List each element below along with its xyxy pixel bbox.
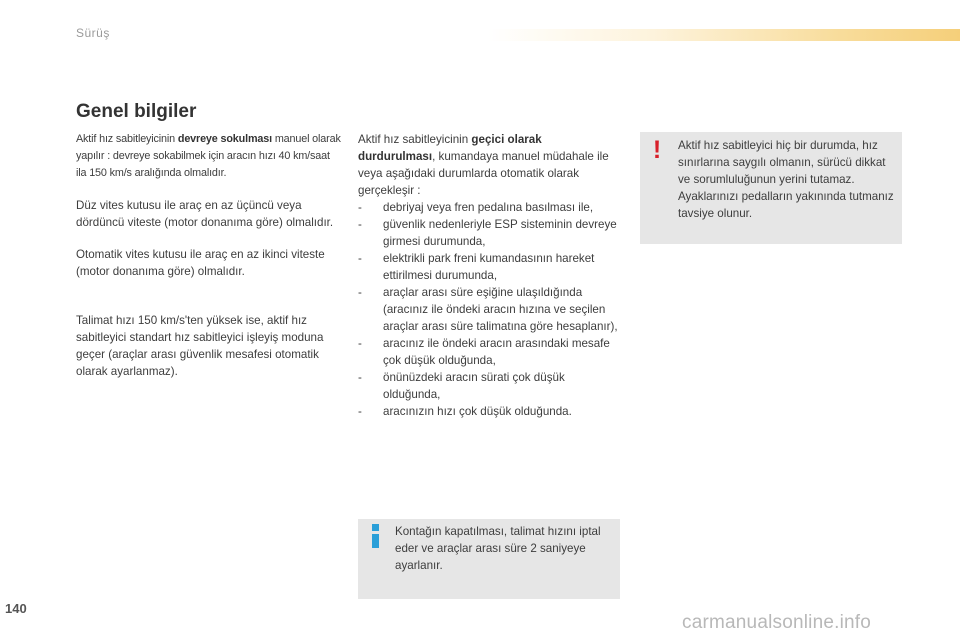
suspension-intro-start: Aktif hız sabitleyicinin <box>358 133 472 146</box>
dash-bullet: - <box>358 371 362 384</box>
suspension-intro-bold: geçici olarak durdurulması <box>358 133 542 163</box>
activation-text-end: manuel olarak yapılır : devreye sokabilmek için aracın hızı 40 km/saat ila 150 km/s aralığında olmalıdır. <box>76 133 341 179</box>
speed-limit-paragraph: Talimat hızı 150 km/s'ten yüksek ise, aktif hız sabitleyici standart hız sabitleyici işleyiş moduna geçer (araçlar arası güvenlik mesafesi otomatik olarak ayarlanmaz). <box>76 314 324 378</box>
list-item <box>358 403 620 420</box>
suspension-intro-end: , kumandaya manuel müdahale ile veya aşağıdaki durumlarda otomatik olarak gerçekleşir : <box>358 150 609 197</box>
list-item-text: önünüzdeki aracın sürati çok düşük olduğunda, <box>383 371 565 401</box>
dash-bullet: - <box>358 405 362 418</box>
manual-gearbox-paragraph: Düz vites kutusu ile araç en az üçüncü veya dördüncü viteste (motor donanıma göre) olmalıdır. <box>76 199 334 229</box>
warning-text <box>678 137 896 222</box>
list-item-text: araçlar arası süre eşiğine ulaşıldığında (aracınız ile öndeki aracın hızına ve seçilen araçlar arası süre talimatına göre hesaplanır), <box>383 286 618 333</box>
activation-paragraph <box>76 131 342 182</box>
suspension-intro <box>358 131 620 199</box>
dash-bullet: - <box>358 218 362 231</box>
list-item <box>358 250 620 284</box>
list-item-text: aracınız ile öndeki aracın arasındaki mesafe çok düşük olduğunda, <box>383 337 610 367</box>
list-item <box>358 284 620 335</box>
info-icon <box>369 524 381 550</box>
list-item-text: elektrikli park freni kumandasının hareket ettirilmesi durumunda, <box>383 252 595 282</box>
activation-text-start: Aktif hız sabitleyicinin <box>76 133 178 145</box>
list-item <box>358 335 620 369</box>
list-item <box>358 216 620 250</box>
exclamation-icon: ! <box>652 136 662 164</box>
watermark: carmanualsonline.info <box>682 612 872 633</box>
info-text: Kontağın kapatılması, talimat hızını iptal eder ve araçlar arası süre 2 saniyeye ayarlanır. <box>395 525 601 572</box>
section-header: Sürüş <box>76 26 110 40</box>
page-number: 140 <box>5 601 27 616</box>
dash-bullet: - <box>358 201 362 214</box>
warning-line: Ayaklarınızı pedalların yakınında tutmanız tavsiye olunur. <box>678 190 894 220</box>
dash-bullet: - <box>358 252 362 265</box>
dash-bullet: - <box>358 286 362 299</box>
left-column <box>76 131 342 380</box>
automatic-gearbox-paragraph: Otomatik vites kutusu ile araç en az ikinci viteste (motor donanıma göre) olmalıdır. <box>76 248 325 278</box>
list-item-text: debriyaj veya fren pedalına basılması ile, <box>383 201 594 214</box>
warning-line: Aktif hız sabitleyici hiç bir durumda, hız sınırlarına saygılı olmanın, sürücü dikkat ve sorumluluğunun yerini tutamaz. <box>678 139 886 186</box>
page-title: Genel bilgiler <box>76 101 197 122</box>
list-item-text: aracınızın hızı çok düşük olduğunda. <box>383 405 572 418</box>
info-box <box>358 519 620 599</box>
list-item <box>358 199 620 216</box>
activation-text-bold: devreye sokulması <box>177 133 272 145</box>
header-accent-bar <box>488 29 960 41</box>
warning-box <box>640 132 902 244</box>
middle-column <box>358 131 620 420</box>
list-item-text: güvenlik nedenleriyle ESP sisteminin devreye girmesi durumunda, <box>383 218 617 248</box>
dash-bullet: - <box>358 337 362 350</box>
suspension-conditions-list <box>358 199 620 420</box>
list-item <box>358 369 620 403</box>
